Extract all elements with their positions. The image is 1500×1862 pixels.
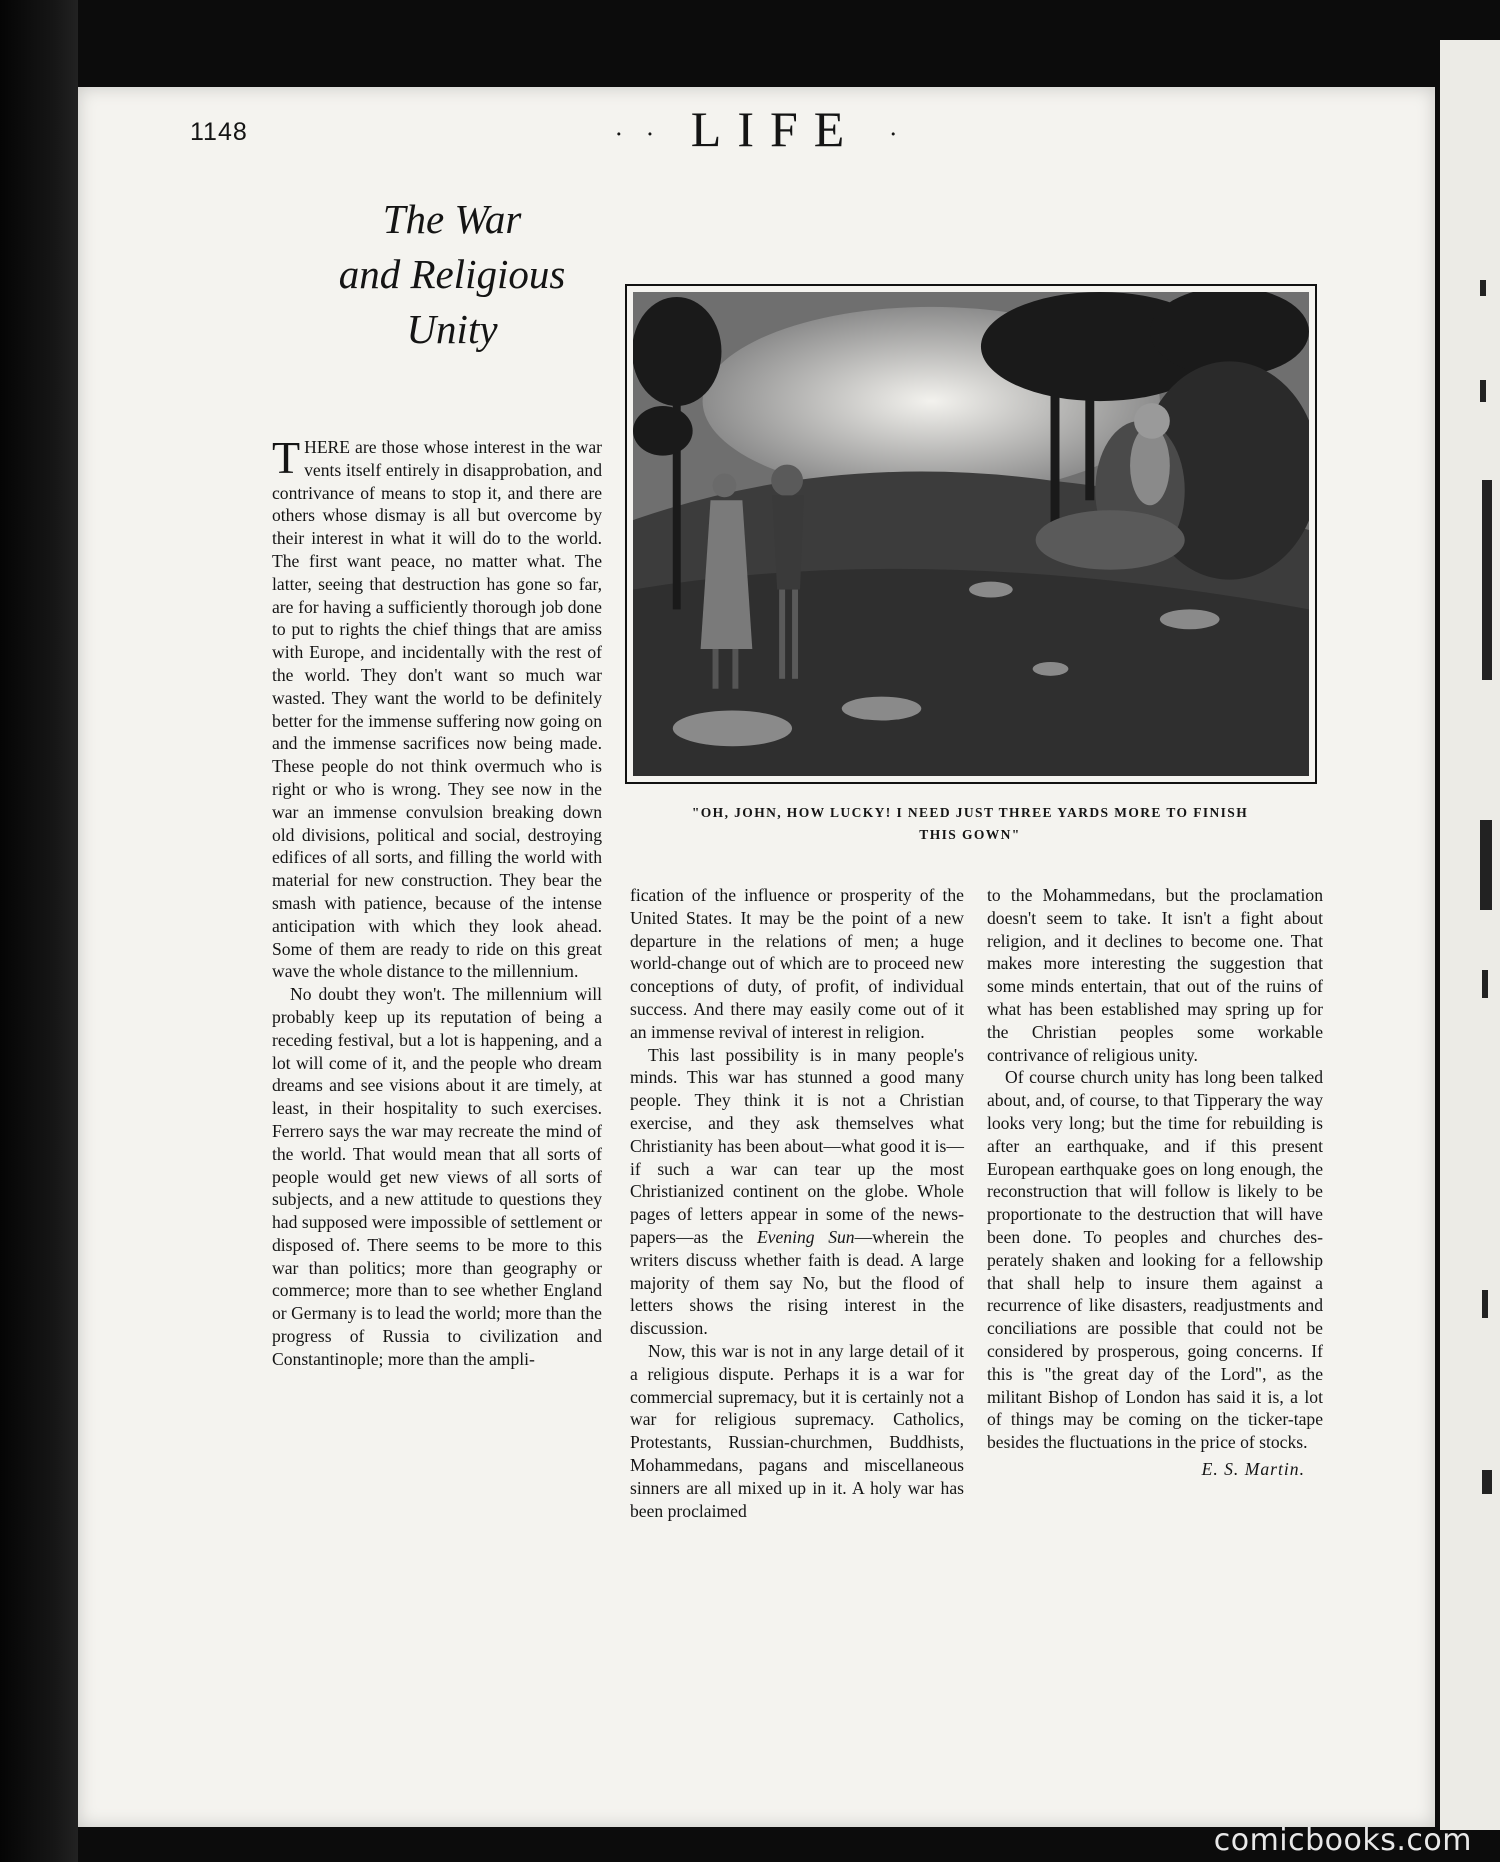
scan-border-left <box>0 0 78 1862</box>
caption-line: THIS GOWN" <box>919 827 1021 842</box>
page-number: 1148 <box>190 118 248 146</box>
masthead-prefix: · · <box>614 119 663 149</box>
drop-cap: T <box>272 432 301 483</box>
title-line: and Religious <box>338 251 566 297</box>
watermark: comicbooks.com <box>1213 1823 1472 1858</box>
strip-mark <box>1480 280 1486 296</box>
paragraph <box>630 1044 964 1340</box>
illustration-caption <box>640 802 1300 846</box>
article-column-1 <box>272 432 602 1371</box>
paragraph: to the Mohammedans, but the proclamation doesn't seem to take. It isn't a fight about religion, and it declines to become one. That makes more interesting the suggestion that some minds entertain, that out of the ruins of what has been established may spring up for the Christian peoples some workable contrivance of religious unity. <box>987 885 1323 1065</box>
leopard <box>1130 403 1170 505</box>
paragraph: Of course church unity has long been talked about, and, of course, to that Tipperary the way looks very long; but the time for rebuilding is after an earthquake, and if this present European earthquake goes on long enough, the reconstruction that will follow is likely to be proportionate to the destruction that will have been done. To peoples and churches desperately shaken and looking for a fellowship that shall help to insure them against a recurrence of like disasters, readjustments and conciliations are possible that could not be considered by prosperous, going concerns. If this is "the great day of the Lord", as the militant Bishop of London has said it is, a lot of things may be coming on the ticker-tape besides the fluctuations in the price of stocks. <box>987 1067 1323 1453</box>
newspaper-name: Evening Sun <box>756 1226 855 1247</box>
adjacent-page-strip <box>1440 40 1500 1830</box>
paragraph-text: —wherein the writers discuss whether faith is dead. A large majority of them say No, but the flood of letters shows the rising interest in the discussion. <box>630 1226 964 1339</box>
article-title <box>272 192 632 357</box>
paragraph-text: This last possibility is in many people's minds. This war has stunned a good many people. They think it is not a Christian exercise, and they ask themselves what Christianity has been about—what good it is—if such a war can tear up the most Christianized continent on the globe. Whole pages of letters appear in some of the newspapers—as the <box>630 1044 964 1247</box>
paragraph <box>272 432 602 983</box>
masthead-title: LIFE <box>690 101 861 157</box>
paragraph: Now, this war is not in any large detail of it a religious dispute. Perhaps it is a war for commercial supremacy, but it is certainly not a war for religious supremacy. Catholics, Protestants, Russian-churchmen, Buddhists, Mohammedans, pagans and miscellaneous sinners are all mixed up in it. A holy war has been proclaimed <box>630 1340 964 1521</box>
strip-mark <box>1482 480 1492 680</box>
paragraph: fication of the influence or prosperity of the United States. It may be the point of a new departure in the relations of men; a huge world-change out of which are to proceed new conceptions of duty, of profit, of individual success. And there may easily come out of it an immense revival of interest in religion. <box>630 885 964 1042</box>
article-column-3 <box>987 884 1323 1481</box>
title-line: Unity <box>406 306 498 352</box>
strip-mark <box>1480 380 1486 402</box>
strip-mark <box>1482 1290 1488 1318</box>
paragraph-text: HERE are those whose interest in the war vents itself entirely in disapprobation, and contrivance of means to stop it, and there are others whose dismay is all but overcome by their interest in what it will do to the world. The first want peace, no matter what. The latter, seeing that destruction has gone so far, are for having a sufficiently thorough job done to put to rights the chief things that are amiss with Europe, and incidentally with the rest of the world. They don't want so much war wasted. They want the world to be definitely better for the immense suffering now going on and the immense sacrifices now being made. These people do not think overmuch who is right or who is wrong. They see now in the war an immense convulsion breaking down old divisions, political and social, destroying edifices of all sorts, and filling the world with material for new construction. They bear the smash with patience, because of the intense anticipation with which they look ahead. Some of them are ready to ride on this great wave the whole distance to the millennium. <box>272 437 602 982</box>
caption-line: "OH, JOHN, HOW LUCKY! I NEED JUST THREE YARDS MORE TO FINISH <box>691 805 1249 820</box>
paragraph: No doubt they won't. The millennium will probably keep up its reputation of being a receding festival, but a lot is happening, and a lot will come of it, and the people who dream dreams and see visions about it are timely, at least, in their hospitality to such exercises. Ferrero says the war may recreate the mind of the world. That would mean that all sorts of people would get new views of all sorts of subjects, and a new attitude to questions they had supposed were impossible of settlement or disposed of. There seems to be more to this war than politics; more than geography or commerce; more than to see whether England or Germany is to lead the world; more than the progress of Russia to civilization and Constantinople; more than the ampli- <box>272 984 602 1369</box>
strip-mark <box>1480 820 1492 910</box>
author-signature: E. S. Martin. <box>1201 1458 1305 1479</box>
masthead <box>560 100 960 158</box>
cartoon-illustration <box>625 284 1317 784</box>
masthead-suffix: · <box>888 119 906 149</box>
strip-mark <box>1482 970 1488 998</box>
strip-mark <box>1482 1470 1492 1494</box>
article-column-2 <box>630 884 964 1522</box>
cartoon-drawing <box>633 292 1309 776</box>
title-line: The War <box>382 196 522 242</box>
